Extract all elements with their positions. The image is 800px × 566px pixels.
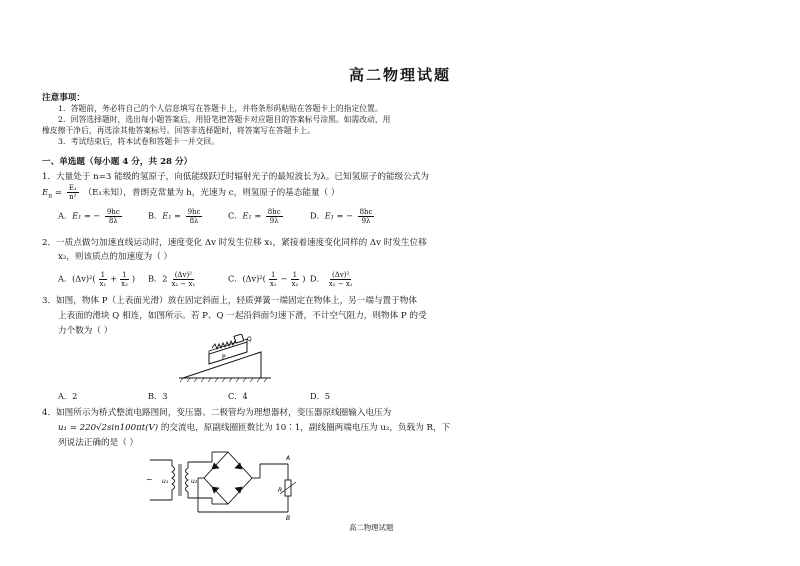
diodes <box>212 463 242 493</box>
q2-option-c: C．(Δv)²( $\frac{1}{\text{x₁}}$ − $\frac{1}{\text{x₂}}$ ) <box>228 271 306 288</box>
notice-item-3: 3．考试结束后，将本试卷和答题卡一并交回。 <box>58 137 219 146</box>
q1-formula-sub: n <box>48 192 53 200</box>
rectifier-circuit <box>140 446 300 521</box>
incline-figure <box>175 334 275 384</box>
q3-text-line2: 上表面的滑块 Q 相连，如图所示。若 P、Q 一起沿斜面匀速下滑，不计空气阻力，则物体 P 的受 <box>58 311 427 321</box>
q1-option-b: B．E₁ = $\frac{9hc}{8\lambda}$ <box>148 208 201 225</box>
q4-text-line1: 4．如图所示为桥式整流电路图间，变压器、二极管均为理想器材，变压器原线圈输入电压为 <box>42 408 392 418</box>
q2-text-line1: 2．一质点做匀加速直线运动时，速度变化 Δv 时发生位移 x₁，紧接着速度变化同样的 Δv 时发生位移 <box>42 238 427 248</box>
q2-text-line2: x₂，则该质点的加速度为（ ） <box>58 252 173 262</box>
primary-coil <box>172 460 175 500</box>
section-heading: 一、单选题（每小题 4 分，共 28 分） <box>42 157 193 167</box>
q1-text-line2: $E_n$ = $\frac{\text{E₁}}{\text{n²}}$ （E₁未知），普朗克常量为 h，光速为 c，则氢原子的基态能量（ ） <box>42 184 340 201</box>
q4-text-line2: u₁ = 220√2sin100πt(V) 的交流电，原副线圈匝数比为 10∶1，副线圈两端电压为 u₂，负载为 R，下 <box>58 423 451 433</box>
label-q: Q <box>247 336 252 343</box>
q3-text-line3: 力个数为（ ） <box>58 326 113 336</box>
q3-option-a: A．2 <box>58 391 78 401</box>
q4-text-line3: 列说法正确的是（ ） <box>58 438 139 448</box>
q2-option-a: A．(Δv)²( $\frac{1}{\text{x₁}}$ + $\frac{1}{\text{x₂}}$ ) <box>58 271 136 288</box>
notice-heading: 注意事项： <box>42 93 85 103</box>
label-p: P <box>222 354 226 361</box>
notice-item-2-cont: 橡皮擦干净后，再选涂其他答案标号。回答非选择题时，将答案写在答题卡上。 <box>42 126 315 135</box>
label-a: A <box>286 455 291 462</box>
q3-text-line1: 3．如图，物体 P（上表面光滑）放在固定斜面上，轻质弹簧一端固定在物体上，另一端与置于物体 <box>42 296 417 306</box>
q1-formula-lhs: E <box>42 188 49 198</box>
q3-option-c: C．4 <box>228 391 248 401</box>
q2-option-b: B．2 $\frac{\text{(Δv)²}}{\text{x₂ − x₁}}$ <box>148 271 196 288</box>
bridge-diamond <box>204 452 252 504</box>
notice-item-2: 2．回答选择题时，选出每小题答案后，用铅笔把答题卡对应题目的答案标号涂黑。如需改动，用 <box>58 115 391 124</box>
q1-text-line1: 1．大量处于 n=3 能级的氢原子，向低能级跃迁时辐射光子的最短波长为λ。已知氢原子的能级公式为 <box>42 172 429 182</box>
q1-formula-den: n² <box>69 193 77 201</box>
q1-formula-fraction <box>67 184 79 201</box>
q1-option-d: D．E₁ = − $\frac{8hc}{9\lambda}$ <box>310 208 373 225</box>
label-r: R <box>278 487 283 494</box>
label-u2: u₂ <box>191 478 198 485</box>
ground-hatching <box>180 378 267 382</box>
q1-text-line2-rest: （E₁未知），普朗克常量为 h，光速为 c，则氢原子的基态能量（ ） <box>83 188 340 198</box>
q3-option-d: D．5 <box>310 391 330 401</box>
q1-option-c: C．E₁ = $\frac{8hc}{9\lambda}$ <box>228 208 281 225</box>
notice-item-1: 1．答题前，务必将自己的个人信息填写在答题卡上，并将条形码粘贴在答题卡上的指定位置。 <box>58 104 383 113</box>
q1-formula-num: E₁ <box>68 184 77 192</box>
ac-source-symbol: ~ <box>146 475 153 484</box>
q1-option-a: A．E₁ = − $\frac{9hc}{8\lambda}$ <box>58 208 120 225</box>
page-title: 高二物理试题 <box>348 66 451 84</box>
label-b: B <box>286 515 291 521</box>
label-u1: u₁ <box>162 478 169 485</box>
secondary-coil <box>186 462 189 498</box>
page-footer: 高二物理试题 <box>349 523 394 532</box>
q2-option-d: D． $\frac{\text{(Δv)²}}{\text{x₂ − x₁}}$ <box>310 271 353 288</box>
q3-option-b: B．3 <box>148 391 168 401</box>
